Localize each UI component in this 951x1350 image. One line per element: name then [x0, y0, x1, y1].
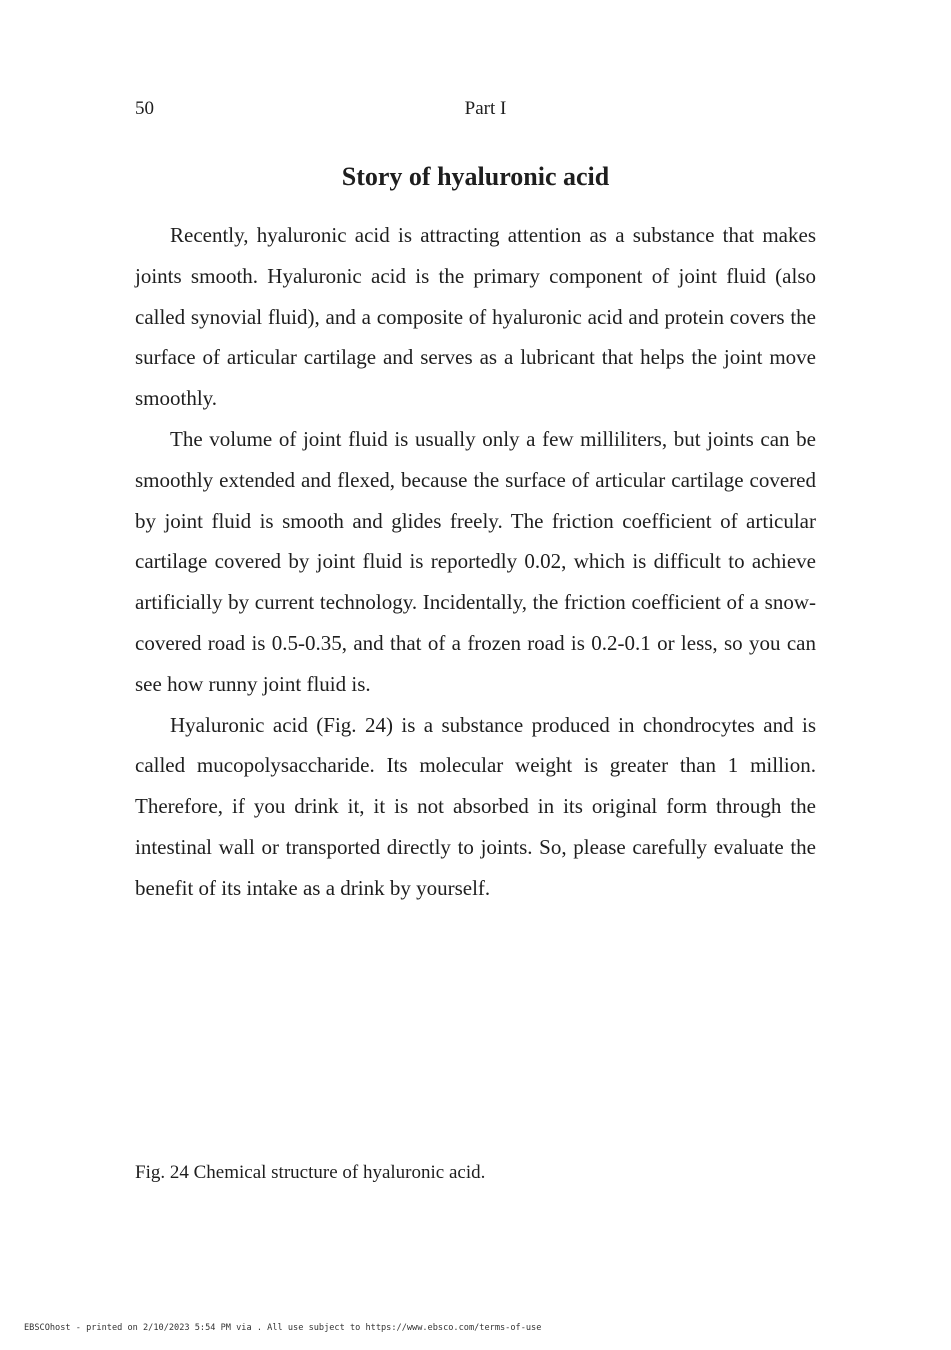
figure-caption: Fig. 24 Chemical structure of hyaluronic acid. — [135, 1162, 486, 1183]
paragraph-2: The volume of joint fluid is usually only a few milliliters, but joints can be smoothly extended and flexed, because the surface of articular cartilage covered by joint fluid is smooth and glides freely. The friction coefficient of articular cartilage covered by joint fluid is reportedly 0.02, which is difficult to achieve artificially by current technology. Incidentally, the friction coefficient of a snow-covered road is 0.5-0.35, and that of a frozen road is 0.2-0.1 or less, so you can see how runny joint fluid is. — [135, 426, 816, 696]
figure-placeholder — [135, 920, 816, 1150]
print-footer-notice: EBSCOhost - printed on 2/10/2023 5:54 PM via . All use subject to https://www.ebsco.com/terms-of-use — [24, 1323, 542, 1333]
paragraph-3: Hyaluronic acid (Fig. 24) is a substance produced in chondrocytes and is called mucopolysaccharide. Its molecular weight is greater than 1 million. Therefore, if you drink it, it is not absorbed in its original form through the intestinal wall or transported directly to joints. So, please carefully evaluate the benefit of its intake as a drink by yourself. — [135, 712, 816, 900]
body-text — [135, 215, 816, 909]
section-title: Story of hyaluronic acid — [341, 162, 610, 191]
running-head: Part I — [464, 98, 507, 119]
page-number: 50 — [135, 98, 154, 119]
paragraph-1: Recently, hyaluronic acid is attracting attention as a substance that makes joints smooth. Hyaluronic acid is the primary component of joint fluid (also called synovial fluid), and a composite of hyaluronic acid and protein covers the surface of articular cartilage and serves as a lubricant that helps the joint move smoothly. — [135, 223, 816, 411]
